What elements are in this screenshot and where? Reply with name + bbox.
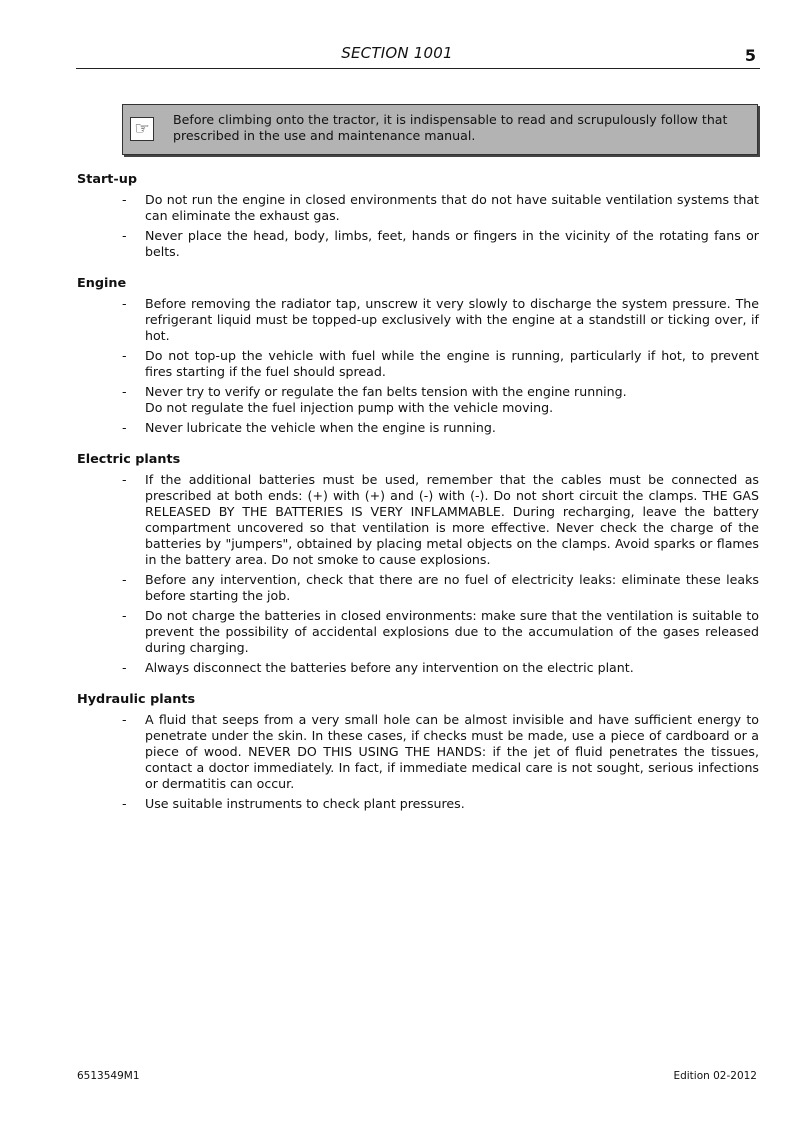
bullet-list — [77, 192, 759, 260]
list-item-text: Never try to verify or regulate the fan belts tension with the engine running. — [145, 384, 627, 399]
dash-bullet: - — [122, 192, 127, 207]
list-item — [77, 228, 759, 260]
list-item-text: Always disconnect the batteries before any intervention on the electric plant. — [145, 660, 634, 675]
section-engine — [77, 276, 759, 436]
list-item — [77, 192, 759, 224]
page-number: 5 — [744, 46, 756, 65]
document-code: 6513549M1 — [77, 1070, 140, 1082]
dash-bullet: - — [122, 472, 127, 487]
section-heading: Start-up — [77, 172, 137, 187]
dash-bullet: - — [122, 608, 127, 623]
list-item-text: Do not top-up the vehicle with fuel while the engine is running, particularly if hot, to prevent fires starting if the fuel should spread. — [145, 348, 759, 379]
list-item-text: Do not run the engine in closed environments that do not have suitable ventilation systems that can eliminate the exhaust gas. — [145, 192, 759, 223]
content-body — [77, 172, 759, 828]
list-item — [77, 296, 759, 344]
edition-label: Edition 02-2012 — [673, 1070, 757, 1082]
list-item-text: Before removing the radiator tap, unscrew it very slowly to discharge the system pressure. The refrigerant liquid must be topped-up exclusively with the engine at a standstill or ticking over, if hot. — [145, 296, 759, 343]
dash-bullet: - — [122, 796, 127, 811]
list-item-text: A fluid that seeps from a very small hole can be almost invisible and have sufficient energy to penetrate under the skin. In these cases, if checks must be made, use a piece of cardboard or a piece of wood. NEVER DO THIS USING THE HANDS: if the jet of fluid penetrates the tissues, contact a doctor immediately. In fact, if immediate medical care is not sought, serious infections or dermatitis can occur. — [145, 712, 759, 791]
warning-note-box — [122, 104, 758, 155]
section-heading: Hydraulic plants — [77, 692, 196, 707]
dash-bullet: - — [122, 384, 127, 399]
section-hydraulic-plants — [77, 692, 759, 812]
list-item-text: Do not charge the batteries in closed environments: make sure that the ventilation is suitable to prevent the possibility of accidental explosions due to the accumulation of the gases released during charging. — [145, 608, 759, 655]
list-item — [77, 472, 759, 568]
dash-bullet: - — [122, 420, 127, 435]
dash-bullet: - — [122, 712, 127, 727]
list-item — [77, 796, 759, 812]
dash-bullet: - — [122, 228, 127, 243]
section-title: SECTION 1001 — [341, 44, 453, 62]
list-item-text: Never lubricate the vehicle when the engine is running. — [145, 420, 496, 435]
dash-bullet: - — [122, 660, 127, 675]
list-item-text: Never place the head, body, limbs, feet, hands or fingers in the vicinity of the rotating fans or belts. — [145, 228, 759, 259]
list-item-text: Do not regulate the fuel injection pump with the vehicle moving. — [145, 400, 554, 415]
section-heading: Electric plants — [77, 452, 181, 467]
list-item — [77, 608, 759, 656]
list-item — [77, 660, 759, 676]
dash-bullet: - — [122, 296, 127, 311]
list-item-text: If the additional batteries must be used, remember that the cables must be connected as prescribed at both ends: (+) with (+) and (-) with (-). Do not short circuit the clamps. THE GAS RELEASED BY THE BATTERIES IS VERY INFLAMMABLE. During recharging, leave the battery compartment uncovered so that ventilation is more effective. Never check the charge of the batteries by "jumpers", obtained by placing metal objects on the clamps. Avoid sparks or flames in the battery area. Do not smoke to cause explosions. — [145, 472, 759, 567]
bullet-list — [77, 712, 759, 812]
section-start-up — [77, 172, 759, 260]
list-item — [77, 384, 759, 416]
section-heading: Engine — [77, 276, 127, 291]
list-item — [77, 572, 759, 604]
header-divider — [76, 68, 760, 69]
section-electric-plants — [77, 452, 759, 676]
list-item — [77, 348, 759, 380]
bullet-list — [77, 296, 759, 436]
list-item-text: Before any intervention, check that there are no fuel of electricity leaks: eliminate these leaks before starting the job. — [145, 572, 759, 603]
dash-bullet: - — [122, 348, 127, 363]
bullet-list — [77, 472, 759, 676]
list-item — [77, 712, 759, 792]
pointing-hand-icon: ☞ — [130, 117, 154, 141]
dash-bullet: - — [122, 572, 127, 587]
list-item — [77, 420, 759, 436]
note-text: Before climbing onto the tractor, it is indispensable to read and scrupulously follow that prescribed in the use and maintenance manual. — [173, 112, 728, 143]
list-item-text: Use suitable instruments to check plant pressures. — [145, 796, 465, 811]
